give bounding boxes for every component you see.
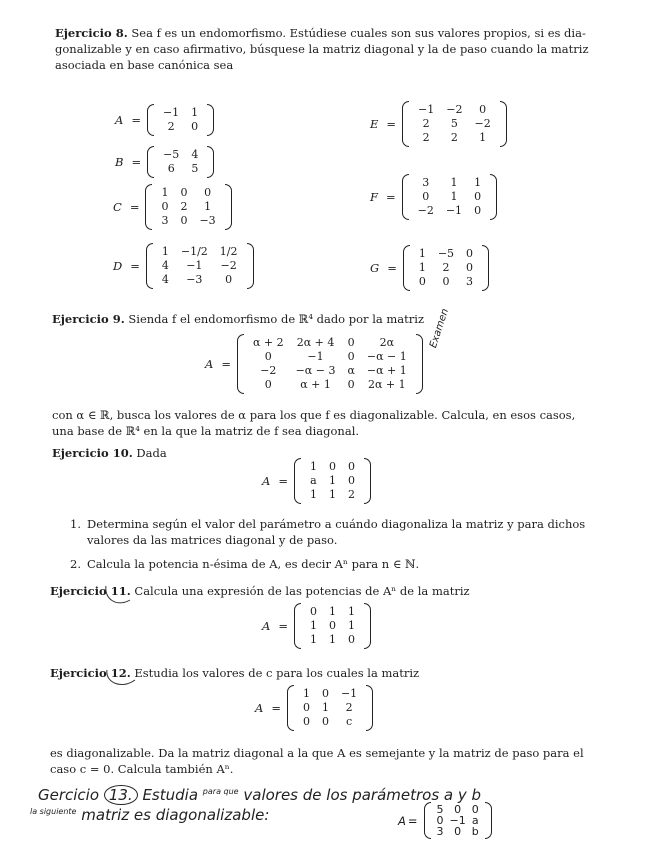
matrix-entry: 1 xyxy=(450,190,458,203)
matrix-entry: 2α + 1 xyxy=(368,378,406,391)
matrix-entry: a xyxy=(471,814,479,827)
matrix-label: A xyxy=(255,701,264,715)
hand-drawn-circle-mark xyxy=(103,664,139,690)
matrix-entry: 0 xyxy=(442,275,450,288)
matrix-entry: 1/2 xyxy=(219,245,238,258)
matrix-entry: 1 xyxy=(474,176,482,189)
matrix-entry: 1 xyxy=(309,460,317,473)
matrix-entry: 6 xyxy=(167,162,175,175)
matrix-entry: 1 xyxy=(328,474,336,487)
matrix-A-13: A = 5 0 0 0 −1 a 3 0 b xyxy=(398,802,492,839)
matrix-entry: 3 xyxy=(422,176,430,189)
matrix-entry: 0 xyxy=(454,825,462,838)
ej10-line1 xyxy=(52,446,167,461)
ej10-item1-number: 1. xyxy=(70,517,81,531)
matrix-entry: −3 xyxy=(199,214,216,227)
matrix-entry: 0 xyxy=(474,190,482,203)
matrix-entry: −1 xyxy=(186,259,203,272)
matrix-entry: 0 xyxy=(454,803,462,816)
matrix-label: A xyxy=(262,619,271,633)
matrix-entry: 0 xyxy=(161,200,169,213)
matrix-label: D xyxy=(113,259,123,273)
matrix-entry: 2α xyxy=(379,336,395,349)
matrix-entry: −α + 1 xyxy=(366,364,407,377)
matrix-label: A xyxy=(205,357,214,371)
matrix-entry: −α − 1 xyxy=(366,350,407,363)
matrix-entry: −2 xyxy=(446,103,463,116)
matrix-entry: 0 xyxy=(264,350,272,363)
matrix-entry: 5 xyxy=(191,162,199,175)
matrix-entry: 1 xyxy=(347,605,355,618)
matrix-entry: 1 xyxy=(161,186,169,199)
matrix-B-8: B = −5 4 6 5 xyxy=(115,146,214,178)
ej13-line2: $^{la siguiente}$ matriz es diagonalizable: xyxy=(30,806,270,824)
matrix-entry: 0 xyxy=(347,633,355,646)
matrix-entry: 2α + 4 xyxy=(296,336,335,349)
ej10-title: Ejercicio 10. xyxy=(52,446,133,460)
matrix-entry: 4 xyxy=(161,259,169,272)
matrix-E-8: E = −1 −2 0 2 5 −2 2 2 1 xyxy=(370,101,507,147)
matrix-entry: 0 xyxy=(422,190,430,203)
matrix-entry: 0 xyxy=(466,247,474,260)
ej10-item1-line2: valores da las matrices diagonal y de paso. xyxy=(87,533,338,547)
matrix-entry: 0 xyxy=(466,261,474,274)
ej11-text1: Calcula una expresión de las potencias de Aⁿ de la matriz xyxy=(134,584,470,598)
matrix-entry: 1 xyxy=(479,131,487,144)
matrix-entry: −1 xyxy=(162,106,180,119)
matrix-entry: 2 xyxy=(422,117,430,130)
ej13-line1: Gercicio 13. Estudia $^{para que}$ valores de los parámetros a y b xyxy=(38,786,482,804)
ej9-title: Ejercicio 9. xyxy=(52,312,125,326)
matrix-entry: 2 xyxy=(345,701,353,714)
matrix-entry: 1 xyxy=(418,247,426,260)
matrix-entry: 1 xyxy=(161,245,169,258)
matrix-entry: 1 xyxy=(302,687,310,700)
matrix-entry: 0 xyxy=(347,474,355,487)
matrix-F-8: F = 3 1 1 0 1 0 −2 −1 0 xyxy=(370,174,497,220)
ej10-item1-line1: Determina según el valor del parámetro a cuándo diagonaliza la matriz y para dichos xyxy=(87,517,586,531)
ej10-item2: Calcula la potencia n-ésima de A, es decir Aⁿ para n ∈ ℕ. xyxy=(87,557,420,571)
matrix-entry: 1 xyxy=(309,633,317,646)
ej12-text1: Estudia los valores de c para los cuales la matriz xyxy=(134,666,420,680)
matrix-entry: 0 xyxy=(347,378,355,391)
hand-drawn-circle-mark xyxy=(102,582,134,608)
matrix-entry: −1 xyxy=(307,350,324,363)
matrix-entry: 0 xyxy=(309,605,317,618)
matrix-entry: 2 xyxy=(167,120,175,133)
ej12-title: Ejercicio 12. xyxy=(50,666,131,680)
matrix-entry: −1 xyxy=(418,103,435,116)
handwritten-examen-note: Examen xyxy=(428,307,452,350)
matrix-entry: 0 xyxy=(321,715,329,728)
matrix-entry: 0 xyxy=(204,186,212,199)
matrix-entry: 0 xyxy=(264,378,272,391)
matrix-A-10: A = 1 0 0 a 1 0 1 1 2 xyxy=(262,458,371,504)
matrix-label: F xyxy=(370,190,378,204)
matrix-entry: −5 xyxy=(437,247,455,260)
matrix-entry: −2 xyxy=(417,204,434,217)
matrix-entry: 0 xyxy=(347,460,355,473)
matrix-label: A xyxy=(398,813,406,828)
matrix-label: E xyxy=(370,117,379,131)
ej8-text1: Sea f es un endomorfismo. Estúdiese cuales son sus valores propios, si es dia- xyxy=(131,26,586,40)
matrix-entry: 2 xyxy=(450,131,458,144)
matrix-entry: 2 xyxy=(180,200,188,213)
matrix-entry: 0 xyxy=(328,619,336,632)
ej9-text2: con α ∈ ℝ, busca los valores de α para los que f es diagonalizable. Calcula, en esos casos, xyxy=(52,408,576,422)
matrix-entry: −3 xyxy=(186,273,203,286)
matrix-entry: c xyxy=(345,715,353,728)
matrix-entry: 1 xyxy=(328,605,336,618)
ej8-text2: gonalizable y en caso afirmativo, búsquese la matriz diagonal y la de paso cuando la matriz xyxy=(55,42,589,56)
ej12-text3: caso c = 0. Calcula también Aⁿ. xyxy=(50,762,234,776)
matrix-entry: 3 xyxy=(466,275,474,288)
matrix-A-12: A = 1 0 −1 0 1 2 0 0 c xyxy=(255,685,373,731)
matrix-entry: 0 xyxy=(347,336,355,349)
ej8-line1 xyxy=(55,26,586,41)
matrix-A-9: A = α + 2 2α + 4 0 2α 0 −1 0 −α − 1 −2 −α − 3 α −α + 1 0 α + 1 0 2α + 1 xyxy=(205,334,423,394)
matrix-entry: 2 xyxy=(422,131,430,144)
matrix-label: A xyxy=(115,113,124,127)
matrix-entry: −α − 3 xyxy=(295,364,336,377)
matrix-label: G xyxy=(370,261,380,275)
matrix-entry: 0 xyxy=(479,103,487,116)
matrix-entry: 2 xyxy=(347,488,355,501)
matrix-entry: 1 xyxy=(328,633,336,646)
matrix-C-8: C = 1 0 0 0 2 1 3 0 −3 xyxy=(113,184,232,230)
ej11-title: Ejercicio 11. xyxy=(50,584,131,598)
ej8-title: Ejercicio 8. xyxy=(55,26,128,40)
matrix-entry: −1/2 xyxy=(180,245,208,258)
matrix-entry: 3 xyxy=(161,214,169,227)
ej9-line1 xyxy=(52,312,424,327)
matrix-label: B xyxy=(115,155,124,169)
ej8-text3: asociada en base canónica sea xyxy=(55,58,234,72)
matrix-A-11: A = 0 1 1 1 0 1 1 1 0 xyxy=(262,603,371,649)
matrix-A-8: A = −1 1 2 0 xyxy=(115,104,214,136)
matrix-entry: a xyxy=(310,474,317,487)
matrix-entry: 0 xyxy=(302,715,310,728)
matrix-D-8: D = 1 −1/2 1/2 4 −1 −2 4 −3 0 xyxy=(113,243,254,289)
matrix-entry: 0 xyxy=(180,186,188,199)
matrix-entry: −1 xyxy=(340,687,358,700)
ej12-text2: es diagonalizable. Da la matriz diagonal a la que A es semejante y la matriz de paso para el xyxy=(50,746,584,760)
matrix-label: A xyxy=(262,474,271,488)
matrix-entry: 1 xyxy=(309,488,317,501)
matrix-entry: 0 xyxy=(436,814,444,827)
matrix-entry: −5 xyxy=(163,148,180,161)
matrix-entry: 0 xyxy=(302,701,310,714)
ej9-text1: Sienda f el endomorfismo de ℝ⁴ dado por la matriz xyxy=(128,312,425,326)
matrix-entry: 2 xyxy=(442,261,450,274)
matrix-entry: 5 xyxy=(450,117,458,130)
matrix-entry: 1 xyxy=(191,106,199,119)
matrix-entry: α + 2 xyxy=(252,336,284,349)
ej10-text1: Dada xyxy=(136,446,167,460)
matrix-entry: 0 xyxy=(180,214,188,227)
matrix-G-8: G = 1 −5 0 1 2 0 0 0 3 xyxy=(370,245,489,291)
matrix-entry: 1 xyxy=(309,619,317,632)
matrix-entry: α xyxy=(347,364,355,377)
ej13-number-circle: 13. xyxy=(104,785,138,805)
matrix-entry: 0 xyxy=(471,803,479,816)
matrix-entry: 3 xyxy=(436,825,444,838)
matrix-entry: −2 xyxy=(260,364,277,377)
matrix-entry: 4 xyxy=(191,148,199,161)
matrix-entry: 0 xyxy=(225,273,233,286)
matrix-entry: 0 xyxy=(328,460,336,473)
matrix-entry: 0 xyxy=(418,275,426,288)
matrix-entry: 1 xyxy=(204,200,212,213)
matrix-entry: 0 xyxy=(191,120,199,133)
matrix-entry: 0 xyxy=(347,350,355,363)
matrix-entry: −2 xyxy=(474,117,491,130)
matrix-entry: 4 xyxy=(161,273,169,286)
matrix-entry: −2 xyxy=(220,259,237,272)
matrix-entry: 5 xyxy=(436,803,444,816)
matrix-entry: −1 xyxy=(449,814,466,827)
matrix-entry: 1 xyxy=(450,176,458,189)
matrix-entry: 1 xyxy=(418,261,426,274)
matrix-entry: 1 xyxy=(347,619,355,632)
matrix-entry: 0 xyxy=(321,687,329,700)
matrix-label: C xyxy=(113,200,122,214)
ej9-text3: una base de ℝ⁴ en la que la matriz de f sea diagonal. xyxy=(52,424,360,438)
matrix-entry: α + 1 xyxy=(300,378,331,391)
matrix-entry: −1 xyxy=(445,204,463,217)
matrix-entry: 1 xyxy=(328,488,336,501)
matrix-entry: 0 xyxy=(474,204,482,217)
matrix-entry: 1 xyxy=(321,701,329,714)
ej10-item2-number: 2. xyxy=(70,557,81,571)
matrix-entry: b xyxy=(471,825,479,838)
